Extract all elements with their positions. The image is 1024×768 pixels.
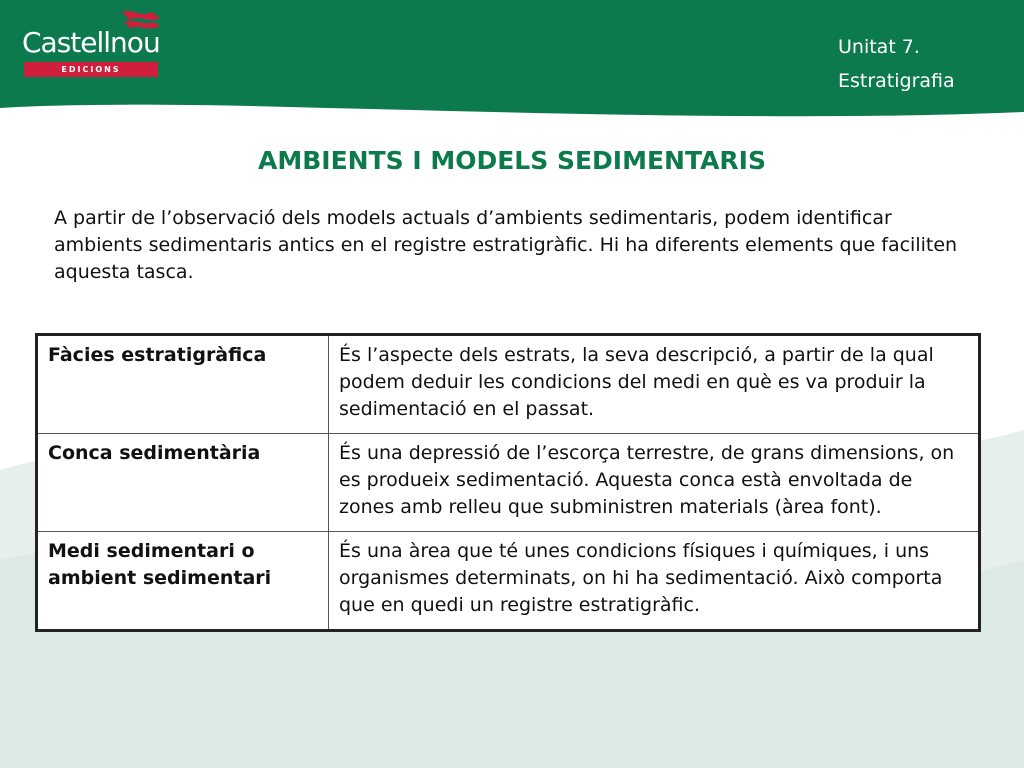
logo-subtitle: EDICIONS [24, 62, 158, 77]
term-cell: Fàcies estratigràfica [37, 335, 329, 434]
term-cell: Conca sedimentària [37, 434, 329, 532]
table-row [37, 335, 980, 434]
unit-number: Unitat 7. [838, 36, 920, 58]
definition-cell: És una àrea que té unes condicions físiques i químiques, i uns organismes determinats, on hi ha sedimentació. Això comporta que en quedi un registre estratigràfic. [329, 532, 980, 631]
page-title: AMBIENTS I MODELS SEDIMENTARIS [258, 146, 766, 175]
definition-cell: És una depressió de l’escorça terrestre, de grans dimensions, on es produeix sedimentació. Aquesta conca està envoltada de zones amb relleu que subministren materials (àrea font). [329, 434, 980, 532]
unit-subject: Estratigrafia [838, 70, 955, 92]
intro-paragraph: A partir de l’observació dels models actuals d’ambients sedimentaris, podem identificar ambients sedimentaris antics en el registre estratigràfic. Hi ha diferents elements que faciliten aquesta tasca. [54, 207, 958, 283]
table-row [37, 434, 980, 532]
term-cell: Medi sedimentari o ambient sedimentari [37, 532, 329, 631]
logo-name: Castellnou [22, 26, 160, 59]
definition-cell: És l’aspecte dels estrats, la seva descripció, a partir de la qual podem deduir les condicions del medi en què es va produir la sedimentació en el passat. [329, 335, 980, 434]
unit-label [838, 30, 955, 98]
definitions-table [35, 333, 981, 632]
table-row [37, 532, 980, 631]
castellnou-logo [22, 8, 162, 78]
